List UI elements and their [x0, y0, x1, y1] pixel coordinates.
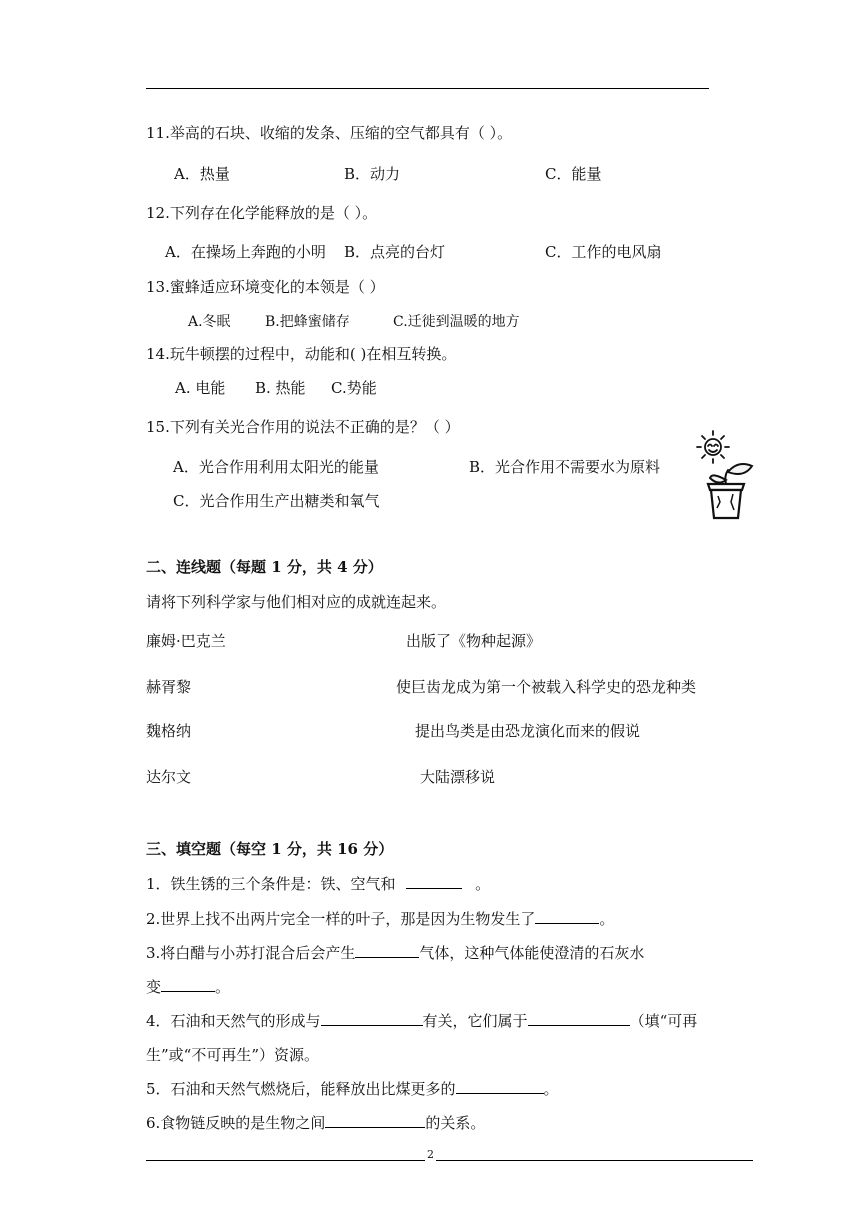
page-number: 2	[427, 1148, 434, 1161]
fill-question-4	[146, 1010, 697, 1031]
section-3-title: 三、填空题（每空 1 分，共 16 分）	[146, 840, 394, 858]
question-11-option-b: B．动力	[344, 165, 401, 183]
question-13-stem: 13.蜜蜂适应环境变化的本领是（ ）	[146, 278, 385, 296]
fill-question-6	[146, 1112, 485, 1133]
fill-blank-7[interactable]	[456, 1079, 544, 1094]
fill-question-5	[146, 1078, 559, 1099]
section-2-title: 二、连线题（每题 1 分，共 4 分）	[146, 558, 383, 576]
fill-question-1-end: 。	[475, 875, 491, 893]
question-11-option-a: A．热量	[174, 165, 230, 183]
question-15-option-c: C．光合作用生产出糖类和氧气	[173, 492, 380, 510]
fill-question-3	[146, 942, 644, 963]
question-11-option-c: C．能量	[545, 165, 602, 183]
fill-question-4-text-c: （填“可再	[629, 1012, 698, 1030]
potted-plant-sun-icon	[688, 428, 760, 524]
fill-question-3-text: 3.将白醋与小苏打混合后会产生	[146, 944, 356, 962]
fill-question-3-text-c: 变	[146, 978, 162, 996]
fill-question-2-text: 2.世界上找不出两片完全一样的叶子，那是因为生物发生了	[146, 910, 536, 928]
fill-question-4-text-b: 有关，它们属于	[422, 1012, 528, 1030]
question-14-option-b: B. 热能	[255, 379, 306, 397]
achievement-megalosaurus: 使巨齿龙成为第一个被载入科学史的恐龙种类	[396, 678, 697, 696]
fill-question-3-cont	[146, 976, 230, 997]
fill-question-5-end: 。	[543, 1080, 559, 1098]
scientist-buckland: 廉姆·巴克兰	[146, 632, 226, 650]
fill-question-2-end: 。	[599, 910, 615, 928]
achievement-bird-dinosaur-hypothesis: 提出鸟类是由恐龙演化而来的假说	[415, 722, 641, 740]
question-12-option-a: A．在操场上奔跑的小明	[165, 243, 326, 261]
fill-blank-8[interactable]	[325, 1113, 425, 1128]
fill-blank-5[interactable]	[321, 1011, 423, 1026]
fill-question-5-text: 5．石油和天然气燃烧后，能释放出比煤更多的	[146, 1080, 456, 1098]
question-12-option-b: B．点亮的台灯	[344, 243, 446, 261]
question-15-option-a: A．光合作用利用太阳光的能量	[173, 458, 379, 476]
fill-blank-1[interactable]	[406, 874, 462, 889]
question-13-option-c: C.迁徙到温暖的地方	[393, 314, 520, 330]
question-12-stem: 12.下列存在化学能释放的是（ ）。	[146, 204, 378, 222]
question-11-stem: 11.举高的石块、收缩的发条、压缩的空气都具有（ ）。	[146, 124, 513, 142]
fill-question-4-text: 4．石油和天然气的形成与	[146, 1012, 321, 1030]
achievement-origin-of-species: 出版了《物种起源》	[406, 632, 542, 650]
achievement-continental-drift: 大陆漂移说	[420, 768, 496, 786]
scientist-wegener: 魏格纳	[146, 722, 192, 740]
question-15-stem: 15.下列有关光合作用的说法不正确的是？（ ）	[146, 418, 460, 436]
fill-question-1	[146, 873, 490, 894]
fill-question-3-text-b: 气体，这种气体能使澄清的石灰水	[419, 944, 645, 962]
footer-rule	[146, 1160, 753, 1161]
scientist-darwin: 达尔文	[146, 768, 192, 786]
question-13-option-a: A.冬眠	[188, 314, 231, 330]
fill-blank-4[interactable]	[161, 977, 215, 992]
header-rule	[146, 88, 709, 89]
fill-question-6-text: 6.食物链反映的是生物之间	[146, 1114, 326, 1132]
fill-question-4-cont: 生”或“不可再生”）资源。	[146, 1046, 320, 1064]
fill-blank-3[interactable]	[355, 943, 419, 958]
fill-blank-2[interactable]	[535, 909, 599, 924]
question-14-option-a: A. 电能	[175, 379, 226, 397]
section-2-instruction: 请将下列科学家与他们相对应的成就连起来。	[146, 593, 447, 611]
scientist-huxley: 赫胥黎	[146, 678, 192, 696]
fill-question-6-end: 的关系。	[425, 1114, 486, 1132]
question-15-option-b: B．光合作用不需要水为原料	[469, 458, 661, 476]
question-14-option-c: C.势能	[331, 379, 377, 397]
fill-question-2	[146, 908, 614, 929]
question-13-option-b: B.把蜂蜜储存	[265, 314, 350, 330]
question-14-stem: 14.玩牛顿摆的过程中，动能和( )在相互转换。	[146, 345, 457, 363]
fill-blank-6[interactable]	[528, 1011, 630, 1026]
fill-question-3-end: 。	[215, 978, 231, 996]
fill-question-1-text: 1．铁生锈的三个条件是：铁、空气和	[146, 875, 396, 893]
question-12-option-c: C．工作的电风扇	[545, 243, 662, 261]
